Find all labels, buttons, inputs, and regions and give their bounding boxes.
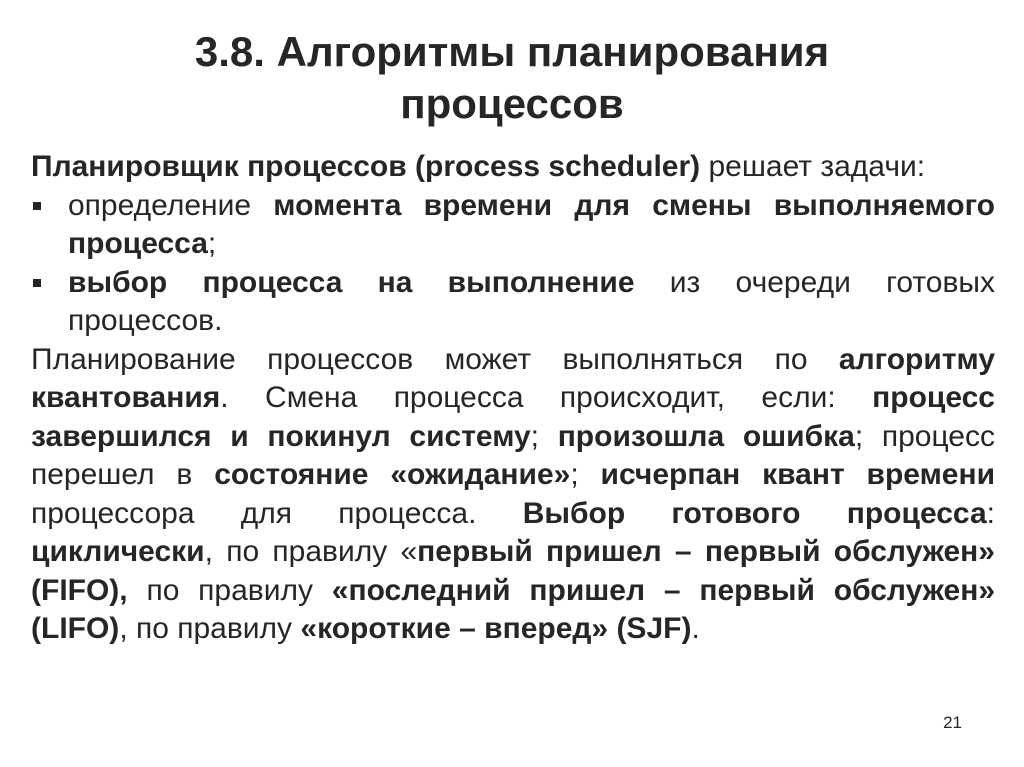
square-bullet-icon bbox=[33, 202, 41, 210]
page-number: 21 bbox=[943, 713, 962, 732]
slide-title-line-2: процессов bbox=[400, 80, 624, 127]
body-seg-s10: , по правилу bbox=[119, 612, 301, 645]
body-seg-s8: , по правилу « bbox=[204, 535, 418, 568]
body-seg-b7: циклически bbox=[31, 535, 205, 568]
body-seg-b9: «последний пришел – первый обслужен» (LIFO) bbox=[31, 573, 995, 645]
body-seg-b3: произошла ошибка bbox=[557, 419, 855, 453]
slide-content bbox=[31, 148, 995, 649]
body-seg-b6: Выбор готового процесса bbox=[522, 496, 987, 530]
body-seg-s7: : bbox=[986, 496, 995, 530]
body-seg-s4: ; процесс перешел в bbox=[31, 419, 995, 491]
bullet-1-bold-1: момента времени для смены выполняемого процесса bbox=[68, 188, 996, 260]
body-seg-b4: состояние «ожидание» bbox=[214, 458, 571, 491]
body-seg-s5: ; bbox=[570, 458, 601, 491]
body-seg-b5: исчерпан квант времени bbox=[600, 458, 996, 491]
bullet-1-text-2: ; bbox=[207, 227, 217, 260]
body-seg-b2: процесс завершился и покинул систему bbox=[31, 381, 995, 453]
intro-text: решает задачи: bbox=[700, 150, 926, 183]
intro-bold-term: Планировщик процессов (process scheduler) bbox=[31, 150, 701, 183]
slide-title-line-1: 3.8. Алгоритмы планирования bbox=[194, 28, 830, 75]
bullet-item-1 bbox=[31, 187, 995, 264]
body-seg-s1: Планирование процессов может выполняться по bbox=[31, 342, 839, 376]
body-seg-b1: алгоритму квантования bbox=[31, 342, 995, 414]
body-seg-b10: «короткие – вперед» (SJF) bbox=[300, 612, 692, 645]
bullet-item-2 bbox=[31, 264, 995, 341]
body-seg-b8: первый пришел – первый обслужен» (FIFO), bbox=[31, 535, 995, 607]
intro-paragraph bbox=[31, 148, 995, 187]
body-seg-s11: . bbox=[691, 612, 700, 645]
body-seg-s9: по правилу bbox=[127, 573, 332, 607]
slide-title bbox=[0, 26, 1024, 130]
task-bullet-list bbox=[31, 187, 995, 341]
square-bullet-icon bbox=[33, 279, 41, 287]
body-seg-s2: . Смена процесса происходит, если: bbox=[220, 381, 873, 414]
body-seg-s3: ; bbox=[530, 419, 558, 453]
bullet-2-bold-1: выбор процесса на выполнение bbox=[68, 265, 635, 299]
bullet-1-text-1: определение bbox=[68, 188, 274, 222]
bullet-2-text-1: из очереди готовых процессов. bbox=[68, 265, 995, 337]
body-seg-s6: процессора для процесса. bbox=[31, 496, 523, 530]
body-paragraph bbox=[31, 341, 995, 649]
